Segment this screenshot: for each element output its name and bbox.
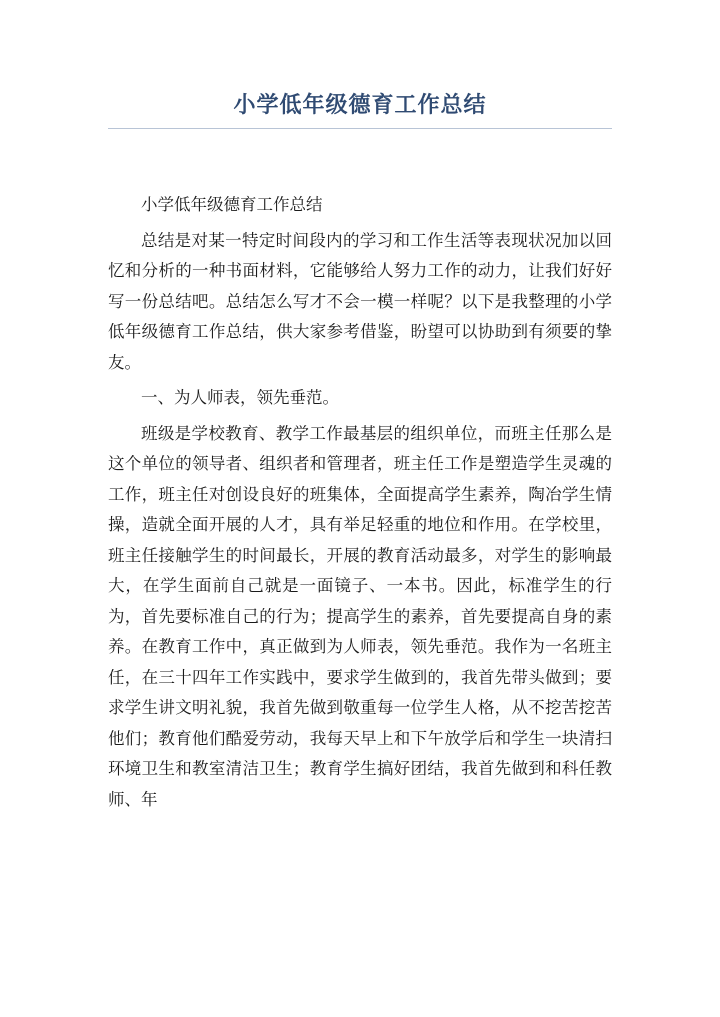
paragraph-section-1: 班级是学校教育、教学工作最基层的组织单位，而班主任那么是这个单位的领导者、组织者和管理者，班主任工作是塑造学生灵魂的工作，班主任对创设良好的班集体，全面提高学生素养，陶冶学生情操，造就全面开展的人才，具有举足轻重的地位和作用。在学校里，班主任接触学生的时间最长，开展的教育活动最多，对学生的影响最大，在学生面前自己就是一面镜子、一本书。因此，标准学生的行为，首先要标准自己的行为；提高学生的素养，首先要提高自身的素养。在教育工作中，真正做到为人师表，领先垂范。我作为一名班主任，在三十四年工作实践中，要求学生做到的，我首先带头做到；要求学生讲文明礼貌，我首先做到敬重每一位学生人格，从不挖苦挖苦他们；教育他们酷爱劳动，我每天早上和下午放学后和学生一块清扫环境卫生和教室清洁卫生；教育学生搞好团结，我首先做到和科任教师、年 [108, 423, 612, 809]
section-heading-1: 一、为人师表，领先垂范。 [141, 388, 339, 407]
paragraph-intro: 总结是对某一特定时间段内的学习和工作生活等表现状况加以回忆和分析的一种书面材料，它能够给人努力工作的动力，让我们好好写一份总结吧。总结怎么写才不会一模一样呢？以下是我整理的小学低年级德育工作总结，供大家参考借鉴，盼望可以协助到有须要的挚友。 [108, 230, 612, 372]
document-body [108, 190, 612, 815]
document-title: 小学低年级德育工作总结 [233, 92, 487, 118]
paragraph-heading: 小学低年级德育工作总结 [141, 195, 323, 214]
title-divider [108, 128, 612, 129]
